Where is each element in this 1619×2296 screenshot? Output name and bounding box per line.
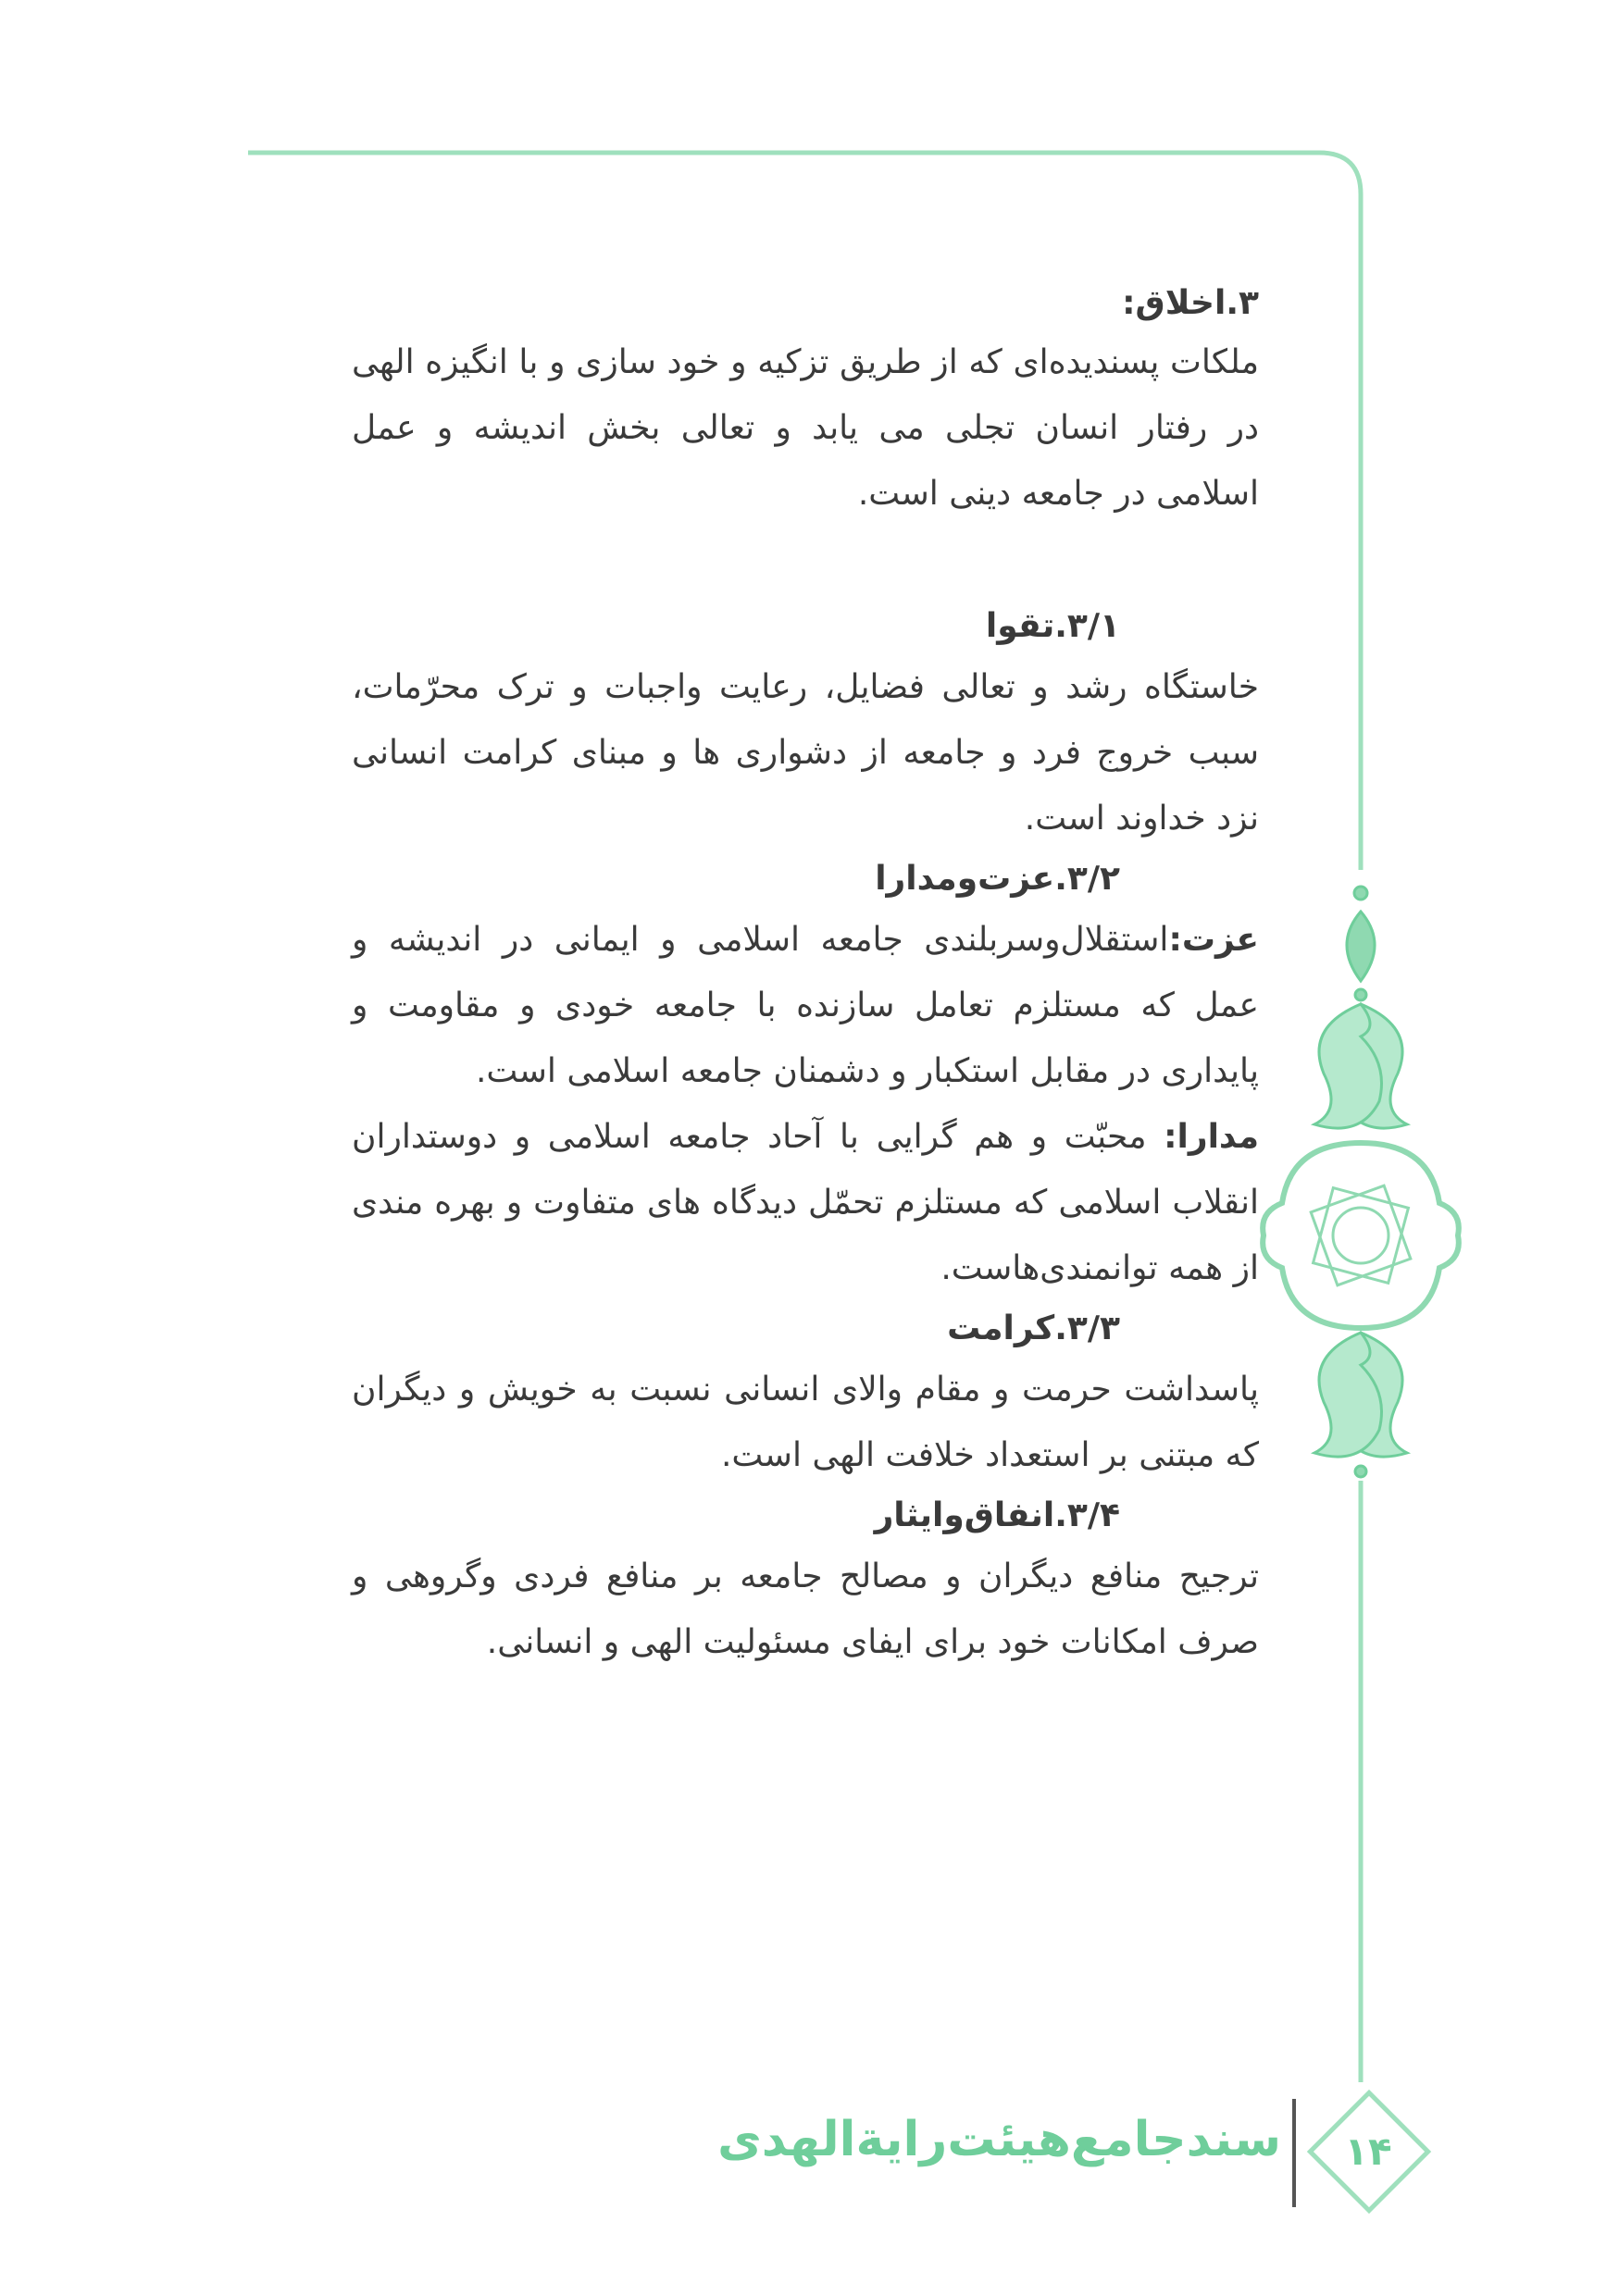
subsection-heading-taqwa: ۳/۱.تقوا — [985, 607, 1120, 645]
footer-title: سندجامع‌هیئت‌رایة‌الهدی — [717, 2112, 1281, 2167]
subsection-body-enfaq: ترجیح منافع دیگران و مصالح جامعه بر منافع فردی وگروهی و صرف امکانات خود برای ایفای مسئولیت الهی و انسانی. — [352, 1558, 1259, 1661]
term-label: عزت: — [1168, 921, 1259, 959]
section-heading: ۳.اخلاق: — [1122, 284, 1259, 322]
term-definition: استقلال‌وسربلندی جامعه اسلامی و ایمانی در اندیشه و عمل که مستلزم تعامل سازنده با جامعه خودی و مقاومت و پایداری در مقابل استکبار و دشمنان جامعه اسلامی است. — [352, 921, 1259, 1090]
main-content — [352, 278, 1259, 1675]
subsection-body-keramat: پاسداشت حرمت و مقام والای انسانی نسبت به خویش و دیگران که مبتنی بر استعداد خلافت الهی است. — [352, 1371, 1259, 1474]
term-label: مدارا: — [1164, 1118, 1259, 1156]
subsection-body-taqwa: خاستگاه رشد و تعالی فضایل، رعایت واجبات و ترک محرّمات، سبب خروج فرد و جامعه از دشواری ها و مبنای کرامت انسانی نزد خداوند است. — [352, 668, 1259, 838]
subsection-heading-enfaq: ۳/۴.انفاق‌وایثار — [874, 1496, 1120, 1534]
term-modara — [352, 1104, 1259, 1301]
section-body: ملکات پسندیده‌ای که از طریق تزکیه و خود سازی و با انگیزه الهی در رفتار انسان تجلی می یابد و تعالی بخش اندیشه و عمل اسلامی در جامعه دینی است. — [352, 343, 1259, 513]
page-number: ۱۴ — [1344, 2128, 1392, 2174]
subsection-heading-keramat: ۳/۳.کرامت — [947, 1309, 1120, 1347]
subsection-heading-izzat: ۳/۲.عزت‌ومدارا — [875, 860, 1120, 898]
term-izzat — [352, 907, 1259, 1104]
ornament-icon — [1263, 887, 1459, 1477]
term-definition: محبّت و هم گرایی با آحاد جامعه اسلامی و دوستداران انقلاب اسلامی که مستلزم تحمّل دیدگاه های متفاوت و بهره مندی از همه توانمندی‌هاست. — [352, 1118, 1259, 1287]
